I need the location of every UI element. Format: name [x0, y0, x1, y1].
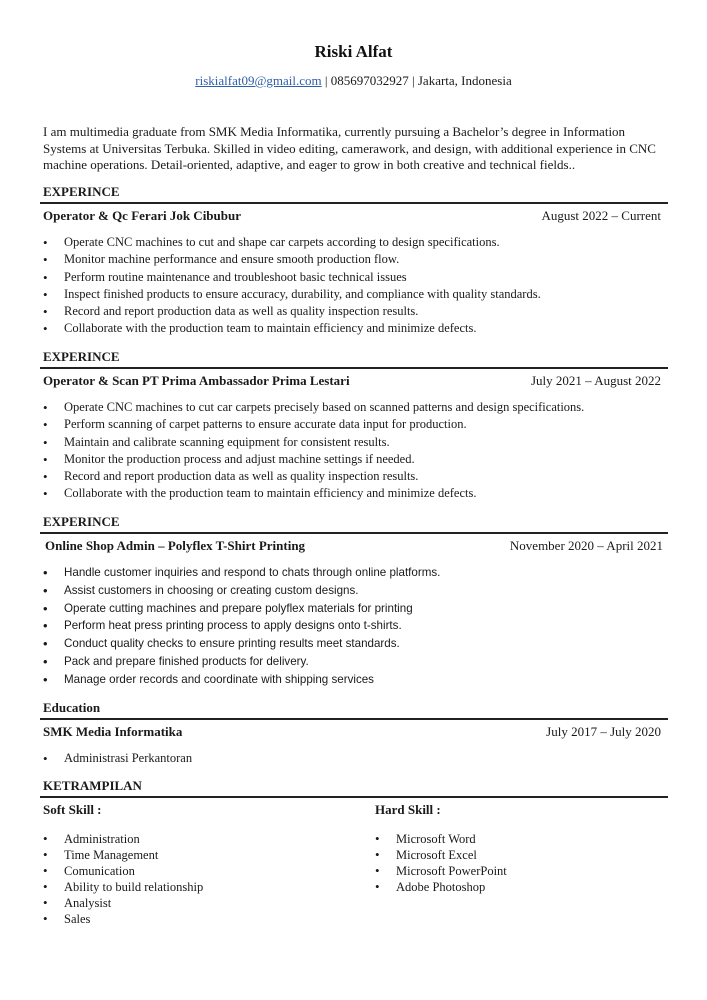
list-item: • Microsoft PowerPoint — [375, 863, 507, 879]
list-item: • Perform scanning of carpet patterns to ensure accurate data input for production. — [43, 416, 584, 433]
job-bullets — [43, 234, 541, 338]
list-item: • Operate cutting machines and prepare polyflex materials for printing — [43, 600, 440, 618]
list-item: • Collaborate with the production team to maintain efficiency and minimize defects. — [43, 320, 541, 337]
phone-location: | 085697032927 | Jakarta, Indonesia — [321, 73, 512, 88]
job-title: Operator & Qc Ferari Jok Cibubur — [43, 208, 241, 223]
list-item: • Administrasi Perkantoran — [43, 750, 192, 767]
list-item: • Record and report production data as well as quality inspection results. — [43, 468, 584, 485]
list-item: • Monitor machine performance and ensure smooth production flow. — [43, 251, 541, 268]
section-divider — [40, 796, 668, 798]
list-item: • Operate CNC machines to cut car carpets precisely based on scanned patterns and design specifications. — [43, 399, 584, 416]
job-dates: August 2022 – Current — [541, 208, 661, 223]
education-header — [43, 723, 661, 740]
section-title: EXPERINCE — [43, 184, 120, 199]
list-item: • Assist customers in choosing or creating custom designs. — [43, 582, 440, 600]
list-item: • Monitor the production process and adjust machine settings if needed. — [43, 451, 584, 468]
list-item: • Perform heat press printing process to apply designs onto t-shirts. — [43, 617, 440, 635]
list-item: • Ability to build relationship — [43, 879, 203, 895]
hard-skills-title: Hard Skill : — [375, 802, 441, 817]
job-bullets — [43, 399, 584, 503]
job-title: Operator & Scan PT Prima Ambassador Prima Lestari — [43, 373, 350, 388]
list-item: • Maintain and calibrate scanning equipment for consistent results. — [43, 434, 584, 451]
list-item: • Analysist — [43, 895, 203, 911]
education-section — [43, 699, 668, 769]
section-divider — [40, 718, 668, 720]
section-divider — [40, 202, 668, 204]
soft-skills-list — [43, 831, 203, 927]
list-item: • Inspect finished products to ensure accuracy, durability, and compliance with quality standards. — [43, 286, 541, 303]
hard-skills-column — [375, 801, 507, 894]
soft-skills-title: Soft Skill : — [43, 802, 102, 817]
list-item: • Conduct quality checks to ensure printing results meet standards. — [43, 635, 440, 653]
list-item: • Time Management — [43, 847, 203, 863]
experience-section-3 — [43, 513, 668, 693]
education-dates: July 2017 – July 2020 — [546, 724, 661, 739]
list-item: • Manage order records and coordinate with shipping services — [43, 671, 440, 689]
job-dates: July 2021 – August 2022 — [530, 373, 661, 388]
section-divider — [40, 367, 668, 369]
job-header — [43, 372, 661, 389]
list-item: • Operate CNC machines to cut and shape car carpets according to design specifications. — [43, 234, 541, 251]
email-link[interactable]: riskialfat09@gmail.com — [195, 73, 322, 88]
job-header — [43, 207, 661, 224]
job-title: Online Shop Admin – Polyflex T-Shirt Printing — [45, 538, 306, 553]
experience-section-2 — [43, 348, 668, 501]
list-item: • Administration — [43, 831, 203, 847]
list-item: • Microsoft Excel — [375, 847, 507, 863]
candidate-name: Riski Alfat — [314, 42, 393, 61]
list-item: • Perform routine maintenance and troubleshoot basic technical issues — [43, 269, 541, 286]
section-title: KETRAMPILAN — [43, 778, 142, 793]
section-title: EXPERINCE — [43, 514, 120, 529]
experience-section-1 — [43, 183, 668, 336]
list-item: • Microsoft Word — [375, 831, 507, 847]
hard-skills-list — [375, 831, 507, 895]
list-item: • Handle customer inquiries and respond to chats through online platforms. — [43, 564, 440, 582]
section-divider — [40, 532, 668, 534]
soft-skills-column — [43, 801, 204, 926]
job-bullets — [43, 564, 440, 689]
list-item: • Record and report production data as well as quality inspection results. — [43, 303, 541, 320]
list-item: • Sales — [43, 911, 203, 927]
list-item: • Pack and prepare finished products for delivery. — [43, 653, 440, 671]
list-item: • Adobe Photoshop — [375, 879, 507, 895]
contact-line — [0, 73, 707, 89]
education-bullets — [43, 750, 192, 767]
section-title: EXPERINCE — [43, 349, 120, 364]
skills-section — [43, 777, 668, 937]
school-name: SMK Media Informatika — [43, 724, 183, 739]
list-item: • Collaborate with the production team to maintain efficiency and minimize defects. — [43, 485, 584, 502]
summary-paragraph: I am multimedia graduate from SMK Media Informatika, currently pursuing a Bachelor’s degree in Information Systems at Universitas Terbuka. Skilled in video editing, camerawork, and design, with additional experience in CNC machine operations. Detail-oriented, adaptive, and eager to grow in both creative and technical fields.. — [43, 124, 656, 172]
section-title: Education — [43, 700, 101, 715]
list-item: • Comunication — [43, 863, 203, 879]
job-header — [45, 537, 663, 554]
job-dates: November 2020 – April 2021 — [509, 538, 663, 553]
